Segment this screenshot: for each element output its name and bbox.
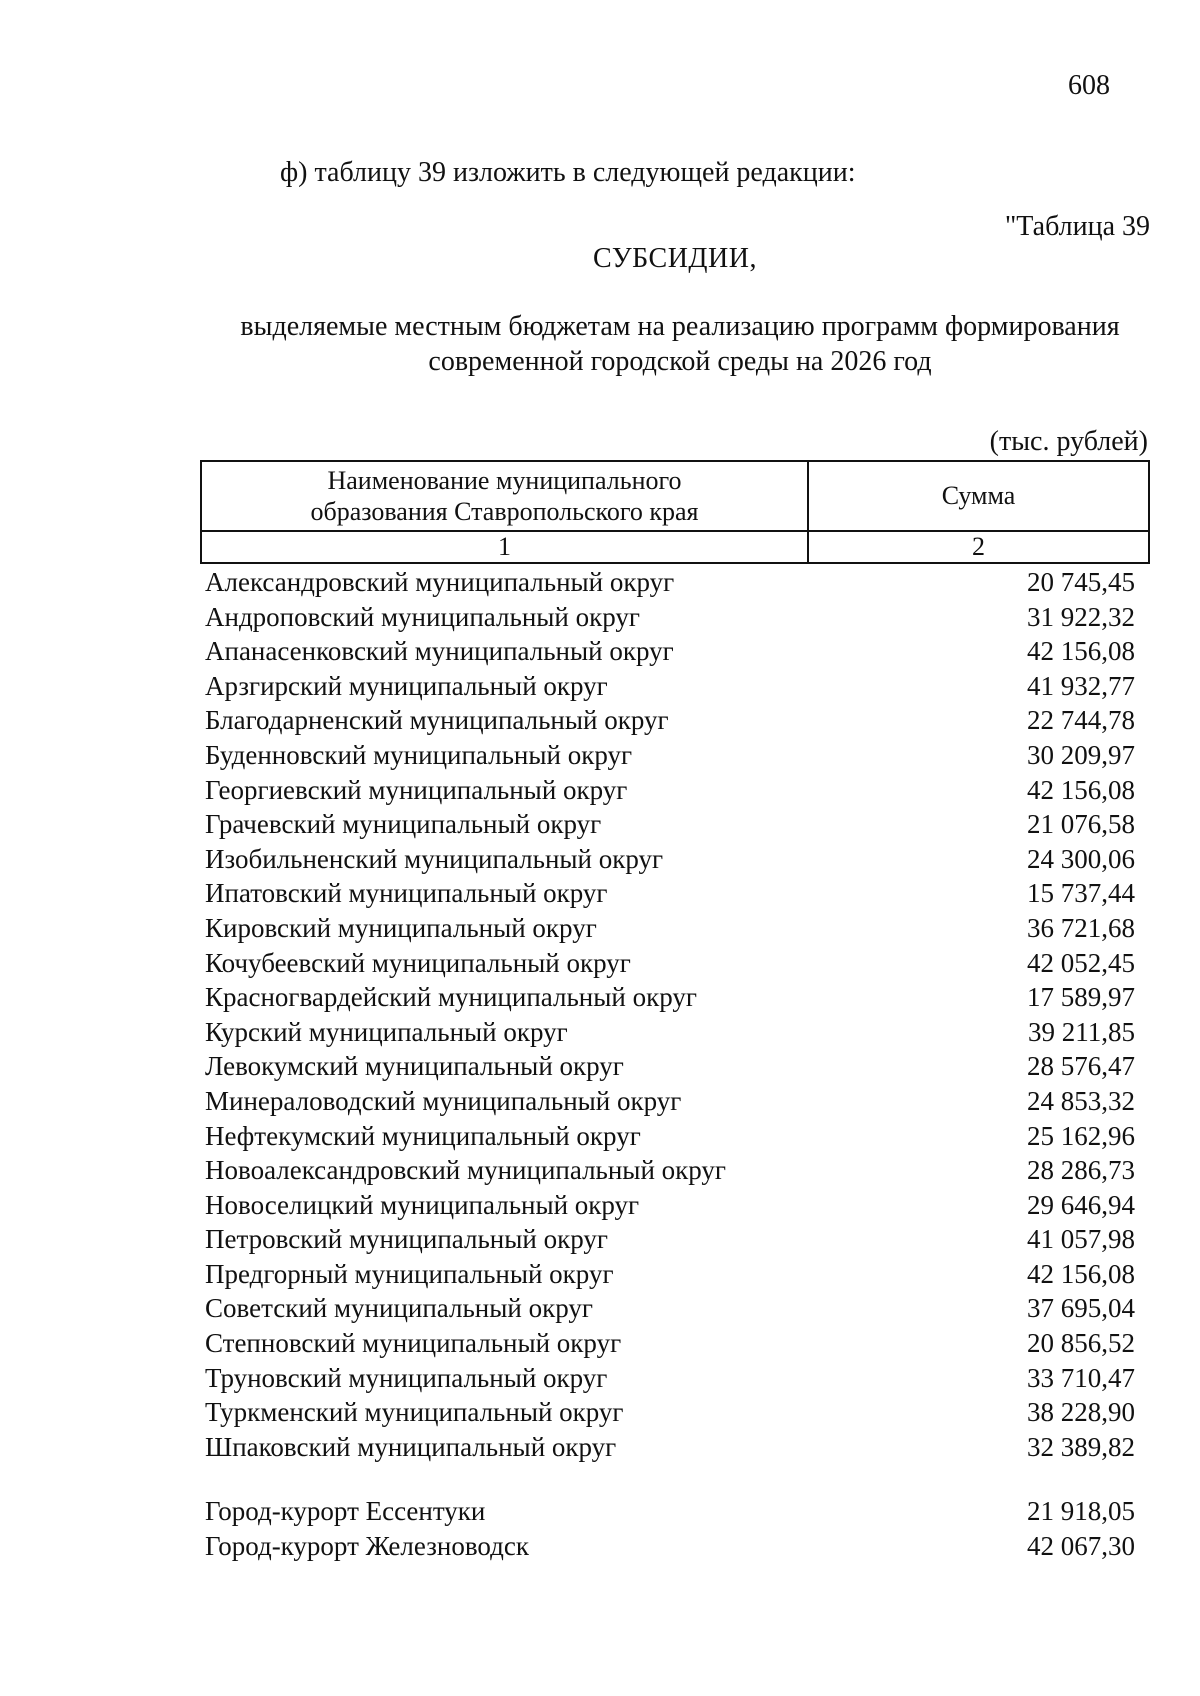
row-name: Советский муниципальный округ <box>205 1293 593 1324</box>
row-name: Туркменский муниципальный округ <box>205 1397 624 1428</box>
table-label: "Таблица 39 <box>1004 211 1150 242</box>
header-col-name <box>201 461 808 531</box>
table-row <box>205 669 1135 704</box>
okrug-list <box>205 565 1135 1464</box>
row-name: Кировский муниципальный округ <box>205 912 597 943</box>
row-name: Шпаковский муниципальный округ <box>205 1431 617 1462</box>
row-name: Нефтекумский муниципальный округ <box>205 1120 641 1151</box>
row-name: Минераловодский муниципальный округ <box>205 1085 682 1116</box>
table-row <box>205 1430 1135 1465</box>
row-value: 28 576,47 <box>1027 1051 1135 1082</box>
table-row <box>205 946 1135 981</box>
row-name: Предгорный муниципальный округ <box>205 1258 614 1289</box>
row-value: 42 052,45 <box>1027 947 1135 978</box>
row-name: Труновский муниципальный округ <box>205 1362 608 1393</box>
header-col-number-1: 1 <box>201 531 808 563</box>
table-row <box>205 807 1135 842</box>
table-row <box>205 1291 1135 1326</box>
row-value: 30 209,97 <box>1027 739 1135 770</box>
subtitle-line-2: современной городской среды на 2026 год <box>428 346 932 377</box>
header-col-sum: Сумма <box>808 461 1149 531</box>
table-row <box>205 1049 1135 1084</box>
row-value: 25 162,96 <box>1027 1120 1135 1151</box>
table-row <box>205 600 1135 635</box>
table-row <box>205 1529 1135 1564</box>
table-row <box>205 1084 1135 1119</box>
table-row <box>205 1326 1135 1361</box>
table-row <box>205 1222 1135 1257</box>
table-row <box>205 1188 1135 1223</box>
row-value: 39 211,85 <box>1028 1016 1135 1047</box>
row-value: 24 853,32 <box>1027 1085 1135 1116</box>
table-row <box>205 773 1135 808</box>
row-name: Апанасенковский муниципальный округ <box>205 636 674 667</box>
table-row <box>205 1015 1135 1050</box>
row-value: 42 067,30 <box>1027 1530 1135 1561</box>
document-title: СУБСИДИИ, <box>593 243 757 274</box>
table-row <box>205 1257 1135 1292</box>
table-row <box>205 1361 1135 1396</box>
row-value: 29 646,94 <box>1027 1189 1135 1220</box>
row-value: 42 156,08 <box>1027 1258 1135 1289</box>
row-value: 21 076,58 <box>1027 809 1135 840</box>
row-name: Благодарненский муниципальный округ <box>205 705 669 736</box>
row-name: Степновский муниципальный округ <box>205 1328 622 1359</box>
row-value: 15 737,44 <box>1027 878 1135 909</box>
table-row <box>205 980 1135 1015</box>
table-row <box>205 1494 1135 1529</box>
row-value: 20 856,52 <box>1027 1328 1135 1359</box>
row-value: 42 156,08 <box>1027 636 1135 667</box>
units-label: (тыс. рублей) <box>989 426 1148 457</box>
row-name: Андроповский муниципальный округ <box>205 601 640 632</box>
row-value: 17 589,97 <box>1027 982 1135 1013</box>
row-value: 21 918,05 <box>1027 1496 1135 1526</box>
row-value: 41 932,77 <box>1027 670 1135 701</box>
row-name: Георгиевский муниципальный округ <box>205 774 628 805</box>
header-col-name-line-1: Наименование муниципального <box>327 466 682 495</box>
table-row <box>205 842 1135 877</box>
row-name: Изобильненский муниципальный округ <box>205 843 664 874</box>
row-value: 42 156,08 <box>1027 774 1135 805</box>
table-header <box>200 460 1150 564</box>
row-value: 33 710,47 <box>1027 1362 1135 1393</box>
city-list <box>205 1494 1135 1563</box>
row-value: 38 228,90 <box>1027 1397 1135 1428</box>
row-name: Грачевский муниципальный округ <box>205 809 602 840</box>
row-value: 28 286,73 <box>1027 1155 1135 1186</box>
table-row <box>205 738 1135 773</box>
row-value: 31 922,32 <box>1027 601 1135 632</box>
row-name: Петровский муниципальный округ <box>205 1224 608 1255</box>
row-value: 24 300,06 <box>1027 843 1135 874</box>
table-row <box>205 911 1135 946</box>
row-name: Новоалександровский муниципальный округ <box>205 1155 726 1186</box>
document-subtitle <box>200 309 1160 379</box>
header-col-number-2: 2 <box>808 531 1149 563</box>
page-number: 608 <box>1068 70 1110 101</box>
table-row <box>205 1153 1135 1188</box>
row-value: 20 745,45 <box>1027 567 1135 597</box>
row-name: Красногвардейский муниципальный округ <box>205 982 697 1013</box>
row-name: Левокумский муниципальный округ <box>205 1051 624 1082</box>
table-row <box>205 565 1135 600</box>
instruction-text: ф) таблицу 39 изложить в следующей редакции: <box>280 157 856 188</box>
table-row <box>205 876 1135 911</box>
row-value: 32 389,82 <box>1027 1431 1135 1462</box>
row-value: 37 695,04 <box>1027 1293 1135 1324</box>
table-row <box>205 1119 1135 1154</box>
table-row <box>205 1395 1135 1430</box>
row-name: Город-курорт Ессентуки <box>205 1496 486 1526</box>
row-name: Ипатовский муниципальный округ <box>205 878 608 909</box>
row-value: 36 721,68 <box>1027 912 1135 943</box>
row-value: 41 057,98 <box>1027 1224 1135 1255</box>
row-name: Новоселицкий муниципальный округ <box>205 1189 640 1220</box>
header-col-name-line-2: образования Ставропольского края <box>310 497 699 526</box>
table-row <box>205 634 1135 669</box>
row-name: Арзгирский муниципальный округ <box>205 670 608 701</box>
row-name: Кочубеевский муниципальный округ <box>205 947 631 978</box>
row-name: Курский муниципальный округ <box>205 1016 568 1047</box>
row-name: Александровский муниципальный округ <box>205 567 675 597</box>
subtitle-line-1: выделяемые местным бюджетам на реализацию программ формирования <box>240 311 1120 342</box>
row-value: 22 744,78 <box>1027 705 1135 736</box>
table-row <box>205 703 1135 738</box>
row-name: Буденновский муниципальный округ <box>205 739 633 770</box>
row-name: Город-курорт Железноводск <box>205 1530 529 1561</box>
